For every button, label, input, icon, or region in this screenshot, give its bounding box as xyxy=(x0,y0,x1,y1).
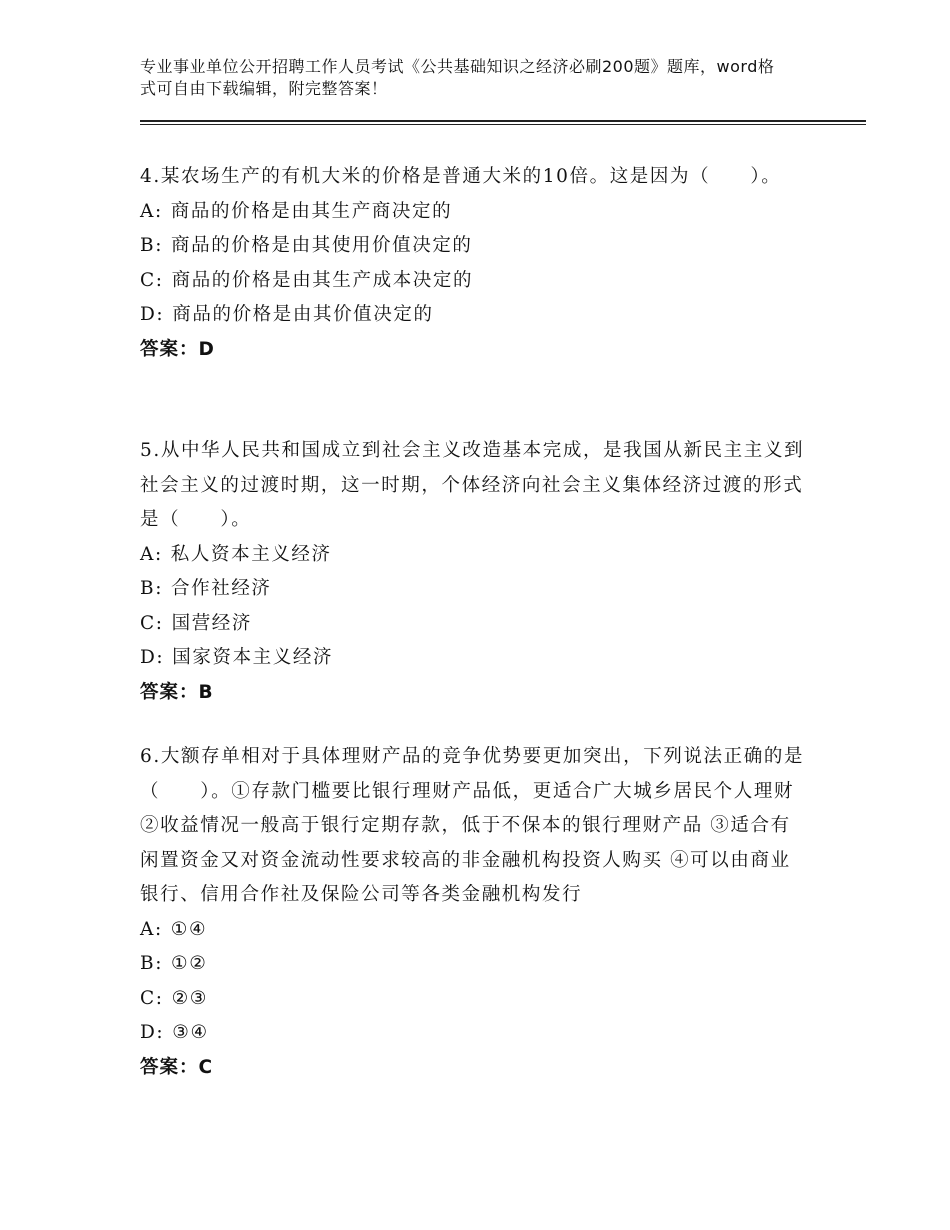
option-text: ①② xyxy=(171,953,208,974)
question-5 xyxy=(140,434,810,710)
answer-label: 答案：B xyxy=(140,681,214,703)
option-c xyxy=(140,607,810,642)
option-letter: C: xyxy=(140,269,164,291)
option-letter: D: xyxy=(140,1022,165,1043)
option-b xyxy=(140,947,810,982)
question-stem: 5.从中华人民共和国成立到社会主义改造基本完成，是我国从新民主主义到社会主义的过渡时期，这一时期，个体经济向社会主义集体经济过渡的形式是（ ）。 xyxy=(140,440,805,530)
question-stem: 6.大额存单相对于具体理财产品的竞争优势要更加突出，下列说法正确的是（ ）。①存款门槛要比银行理财产品低，更适合广大城乡居民个人理财 ②收益情况一般高于银行定期存款，低于不保本的银行理财产品 ③适合有闲置资金又对资金流动性要求较高的非金融机构投资人购买 ④可以由商业银行、信用合作社及保险公司等各类金融机构发行 xyxy=(140,746,805,905)
option-a xyxy=(140,913,810,948)
option-letter: D: xyxy=(140,647,165,668)
option-letter: B: xyxy=(140,235,164,256)
option-a xyxy=(140,538,810,573)
option-b xyxy=(140,572,810,607)
option-letter: A: xyxy=(140,200,163,222)
option-d xyxy=(140,298,810,333)
option-text: ②③ xyxy=(171,987,208,1009)
option-letter: B: xyxy=(140,578,164,599)
option-d xyxy=(140,641,810,676)
option-text: 国营经济 xyxy=(171,612,252,634)
option-c xyxy=(140,264,810,299)
option-letter: B: xyxy=(140,953,164,974)
option-letter: C: xyxy=(140,612,164,634)
answer-label: 答案：C xyxy=(140,1056,214,1078)
option-letter: A: xyxy=(140,543,163,565)
option-text: 商品的价格是由其生产商决定的 xyxy=(170,200,453,222)
header-rule-thick xyxy=(140,120,866,122)
option-text: 私人资本主义经济 xyxy=(170,543,332,565)
option-text: 合作社经济 xyxy=(171,578,272,599)
option-text: 商品的价格是由其使用价值决定的 xyxy=(171,235,473,256)
question-6 xyxy=(140,740,810,1085)
option-c xyxy=(140,982,810,1017)
option-text: 国家资本主义经济 xyxy=(172,647,334,668)
option-b xyxy=(140,229,810,264)
option-d xyxy=(140,1016,810,1051)
answer-label: 答案：D xyxy=(140,338,215,360)
option-a xyxy=(140,195,810,230)
option-text: 商品的价格是由其生产成本决定的 xyxy=(171,269,474,291)
option-text: 商品的价格是由其价值决定的 xyxy=(172,304,434,325)
option-letter: C: xyxy=(140,987,164,1009)
option-text: ③④ xyxy=(172,1022,209,1043)
question-stem: 4.某农场生产的有机大米的价格是普通大米的10倍。这是因为（ ）。 xyxy=(140,166,782,187)
option-text: ①④ xyxy=(170,918,208,940)
document-header: 专业事业单位公开招聘工作人员考试《公共基础知识之经济必刷200题》题库，word格式可自由下载编辑，附完整答案！ xyxy=(140,57,775,98)
option-letter: A: xyxy=(140,918,163,940)
header-rule-thin xyxy=(140,124,866,125)
option-letter: D: xyxy=(140,304,165,325)
question-4 xyxy=(140,160,810,367)
